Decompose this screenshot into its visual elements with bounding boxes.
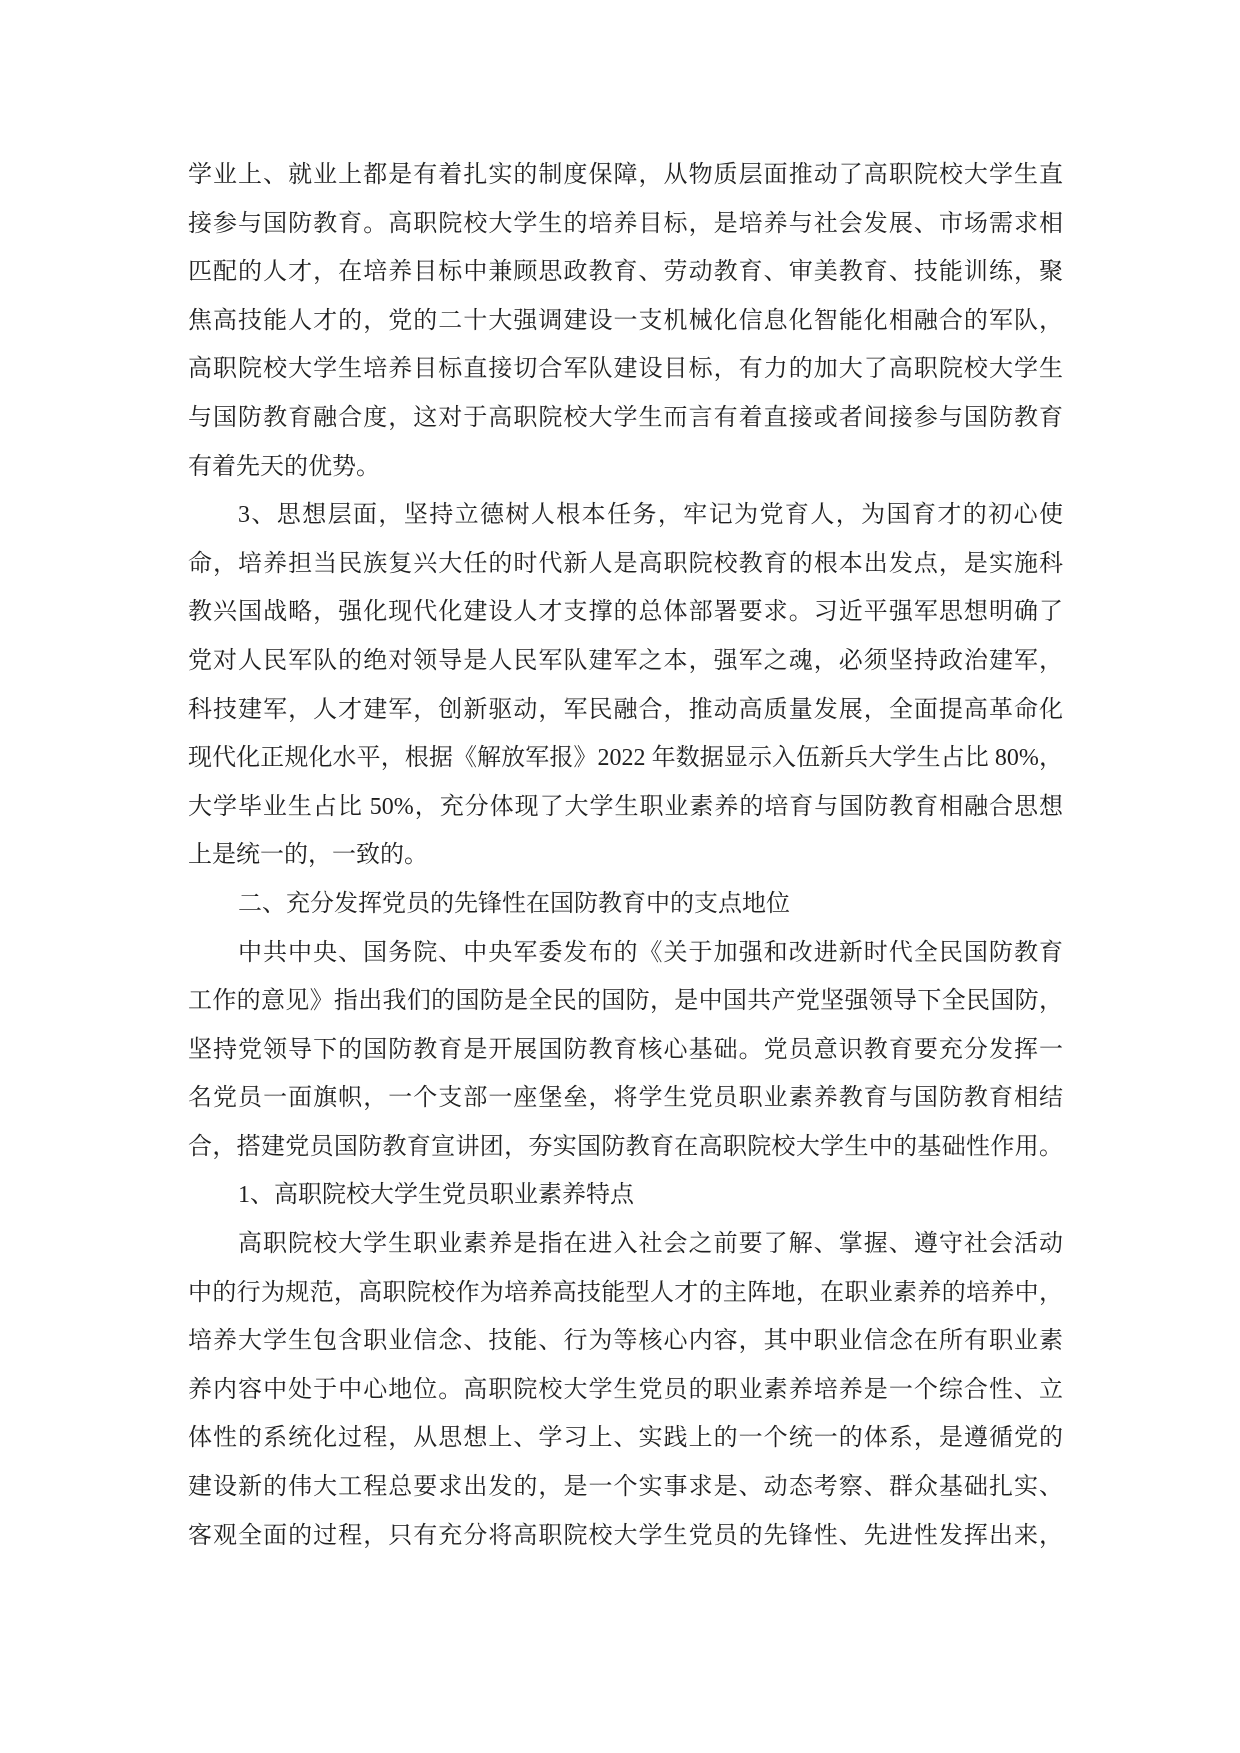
text-line: 科技建军，人才建军，创新驱动，军民融合，推动高质量发展，全面提高革命化 xyxy=(188,696,1063,723)
text-line: 坚持党领导下的国防教育是开展国防教育核心基础。党员意识教育要充分发挥一 xyxy=(188,1036,1063,1063)
text-line: 接参与国防教育。高职院校大学生的培养目标，是培养与社会发展、市场需求相 xyxy=(188,210,1063,237)
text-line: 高职院校大学生职业素养是指在进入社会之前要了解、掌握、遵守社会活动 xyxy=(238,1231,1063,1258)
text-line: 党对人民军队的绝对领导是人民军队建军之本，强军之魂，必须坚持政治建军， xyxy=(188,647,1063,674)
section-heading: 二、充分发挥党员的先锋性在国防教育中的支点地位 xyxy=(238,890,790,917)
text-line: 工作的意见》指出我们的国防是全民的国防，是中国共产党坚强领导下全民国防， xyxy=(188,988,1063,1015)
text-line: 建设新的伟大工程总要求出发的，是一个实事求是、动态考察、群众基础扎实、 xyxy=(188,1474,1063,1501)
text-line: 现代化正规化水平，根据《解放军报》2022 年数据显示入伍新兵大学生占比 80%， xyxy=(188,745,1063,772)
text-line: 上是统一的，一致的。 xyxy=(188,842,428,869)
text-line: 有着先天的优势。 xyxy=(188,453,380,480)
text-block xyxy=(188,151,1063,1560)
text-line: 高职院校大学生培养目标直接切合军队建设目标，有力的加大了高职院校大学生 xyxy=(188,356,1063,383)
text-line: 学业上、就业上都是有着扎实的制度保障，从物质层面推动了高职院校大学生直 xyxy=(188,162,1063,188)
text-line: 命，培养担当民族复兴大任的时代新人是高职院校教育的根本出发点，是实施科 xyxy=(188,550,1063,577)
section-heading: 1、高职院校大学生党员职业素养特点 xyxy=(238,1182,634,1209)
text-line: 客观全面的过程，只有充分将高职院校大学生党员的先锋性、先进性发挥出来， xyxy=(188,1522,1063,1549)
text-line: 中共中央、国务院、中央军委发布的《关于加强和改进新时代全民国防教育 xyxy=(238,939,1063,966)
text-line: 匹配的人才，在培养目标中兼顾思政教育、劳动教育、审美教育、技能训练，聚 xyxy=(188,259,1063,286)
text-line: 中的行为规范，高职院校作为培养高技能型人才的主阵地，在职业素养的培养中， xyxy=(188,1279,1063,1306)
text-line: 培养大学生包含职业信念、技能、行为等核心内容，其中职业信念在所有职业素 xyxy=(188,1328,1063,1355)
text-line: 焦高技能人才的，党的二十大强调建设一支机械化信息化智能化相融合的军队， xyxy=(188,307,1063,334)
text-line: 合，搭建党员国防教育宣讲团，夯实国防教育在高职院校大学生中的基础性作用。 xyxy=(188,1133,1063,1160)
text-line: 养内容中处于中心地位。高职院校大学生党员的职业素养培养是一个综合性、立 xyxy=(188,1376,1063,1403)
text-line: 与国防教育融合度，这对于高职院校大学生而言有着直接或者间接参与国防教育 xyxy=(188,404,1063,431)
text-line: 大学毕业生占比 50%，充分体现了大学生职业素养的培育与国防教育相融合思想 xyxy=(188,793,1063,820)
text-line: 体性的系统化过程，从思想上、学习上、实践上的一个统一的体系，是遵循党的 xyxy=(188,1425,1063,1452)
text-line: 教兴国战略，强化现代化建设人才支撑的总体部署要求。习近平强军思想明确了 xyxy=(188,599,1063,626)
text-line: 3、思想层面，坚持立德树人根本任务，牢记为党育人，为国育才的初心使 xyxy=(238,502,1063,529)
text-line: 名党员一面旗帜，一个支部一座堡垒，将学生党员职业素养教育与国防教育相结 xyxy=(188,1085,1063,1112)
